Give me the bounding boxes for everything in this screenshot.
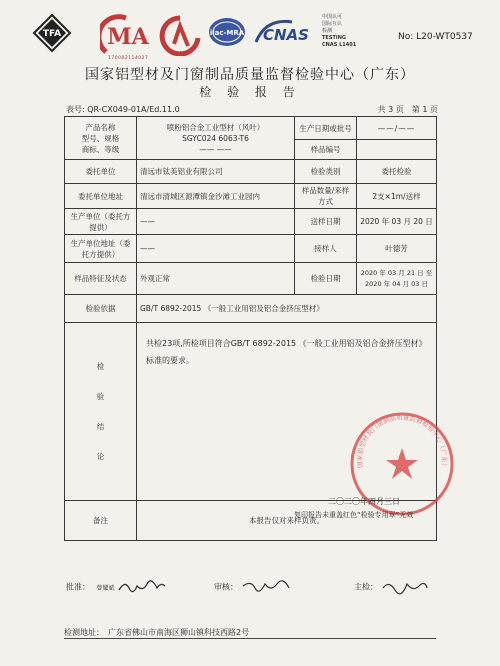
inspection-type-value: 委托检验: [357, 160, 437, 184]
copy-note: 复印报告未重盖红色“检验专用章”无效: [294, 511, 414, 519]
production-date-label: 生产日期或批号: [295, 117, 357, 140]
product-brand-value: —— ——: [199, 144, 232, 154]
cnas-cert-line: 国际互认: [322, 21, 343, 27]
tfa-logo-text: TFA: [42, 29, 62, 39]
conclusion-date: 二〇二〇年四月三日: [328, 497, 400, 506]
ilac-logo: [206, 12, 248, 54]
sample-feature-value: 外观正常: [137, 263, 295, 295]
conclusion-label-char: 论: [96, 451, 105, 461]
report-subtitle: 检 验 报 告: [199, 85, 301, 99]
cnas-logo-text: CNAS: [263, 26, 309, 44]
client-value: 清远市钛美铝业有限公司: [137, 160, 295, 184]
stamp-text: 国家铝型材及门窗制品质量监督检验中心（广东）: [355, 413, 449, 470]
inspector-label: 主检：: [354, 582, 378, 592]
cnas-cert-line: TESTING: [322, 35, 346, 41]
inspector: [354, 578, 429, 596]
conclusion-label-char: 检: [96, 361, 105, 371]
conclusion-label-cell: [65, 323, 137, 501]
sample-feature-label: 样品特征及状态: [65, 263, 137, 295]
inspection-type-label: 检验类别: [295, 160, 357, 184]
product-label-cell: [65, 117, 137, 160]
cma-number: 170002114027: [108, 56, 149, 61]
basis-label: 检验依据: [65, 295, 137, 323]
ilac-logo-text: ilac-MRA: [209, 29, 245, 37]
test-date-label: 检验日期: [295, 263, 357, 295]
sample-no-value: [357, 140, 437, 160]
producer-address-value: ——: [137, 235, 295, 263]
product-value-cell: [137, 117, 295, 160]
client-address-label: 委托单位地址: [65, 184, 137, 209]
cma-logo: [100, 14, 150, 56]
approver-signature: [117, 578, 167, 596]
conclusion-text: 共检23项,所检项目符合GB/T 6892-2015 《一般工业用铝及铝合金挤压型材》标准的要求。: [146, 339, 427, 365]
test-address: 检测地址： 广东省佛山市南海区狮山镇科技西路2号: [64, 628, 250, 637]
logo-row: [30, 10, 473, 61]
reviewer-signature: [241, 578, 291, 596]
table-row: [65, 184, 437, 209]
tfa-logo: [32, 13, 72, 53]
approver: [66, 578, 167, 596]
inspector-signature: [381, 578, 429, 596]
conclusion-label-char: 结: [96, 421, 105, 431]
product-name-label: 产品名称: [85, 122, 116, 132]
approver-title: 曾耀斌: [96, 584, 115, 592]
table-row: [65, 235, 437, 263]
inspection-table: [64, 116, 437, 541]
cal-logo-text: CAL: [175, 51, 185, 56]
sample-qty-label: 样品数量/来样方式: [295, 184, 357, 209]
producer-label: 生产单位（委托方提供）: [65, 209, 137, 235]
conclusion-value-cell: [137, 323, 437, 501]
test-date-value-cell: [357, 263, 437, 295]
cnas-cert-line: 中国认可: [322, 14, 343, 20]
receiver-value: 叶德芳: [357, 235, 437, 263]
sample-qty-value: 2支×1m/送样: [357, 184, 437, 209]
table-row: [65, 323, 437, 501]
address-underline: [64, 638, 436, 639]
certificate-number: No: L20-WT0537: [398, 32, 473, 42]
report-title: 国家铝型材及门窗制品质量监督检验中心（广东）: [85, 67, 415, 83]
producer-value: ——: [137, 209, 295, 235]
cnas-logo: [252, 16, 316, 48]
product-model-value: SGYC024 6063-T6: [182, 133, 249, 143]
cma-logo-text: MA: [107, 24, 149, 50]
table-row: [65, 263, 437, 295]
basis-value: GB/T 6892-2015 《一般工业用铝及铝合金挤压型材》: [137, 295, 437, 323]
remarks-label: 备注: [65, 501, 137, 541]
test-date-end: 2020 年 04 月 03 日: [365, 279, 428, 288]
producer-address-label: 生产单位地址（委托方提供）: [65, 235, 137, 263]
product-model-label: 型号、规格: [81, 133, 120, 143]
table-row: [65, 117, 437, 140]
cnas-cert-block: [322, 14, 392, 56]
table-row: [65, 160, 437, 184]
table-row: [65, 295, 437, 323]
test-date-start: 2020 年 03 月 21 日 至: [360, 268, 433, 277]
cal-logo: [158, 14, 202, 56]
sample-date-value: 2020 年 03 月 20 日: [357, 209, 437, 235]
page-info: 共 3 页 第 1 页: [377, 105, 438, 114]
table-row: [65, 209, 437, 235]
cnas-cert-line: CNAS L1401: [322, 42, 357, 48]
production-date-value: ——/——: [357, 117, 437, 140]
sample-date-label: 送样日期: [295, 209, 357, 235]
remarks-value: 本报告仅对来样负责。: [137, 501, 437, 541]
cnas-cert-line: 检测: [322, 28, 333, 34]
sample-no-label: 样品编号: [295, 140, 357, 160]
approver-label: 批准：: [66, 582, 90, 592]
client-address-value: 清远市清城区源潭镇金沙滩工业园内: [137, 184, 295, 209]
product-brand-label: 商标、等级: [81, 144, 120, 154]
reviewer-label: 审核：: [214, 582, 238, 592]
conclusion-label-char: 验: [96, 391, 105, 401]
form-number: 表号: QR-CX049-01A/Ed.11.0: [66, 105, 180, 114]
receiver-label: 接样人: [295, 235, 357, 263]
client-label: 委托单位: [65, 160, 137, 184]
reviewer: [214, 578, 291, 596]
product-name-value: 喷粉铝合金工业型材（风叶）: [166, 122, 265, 132]
